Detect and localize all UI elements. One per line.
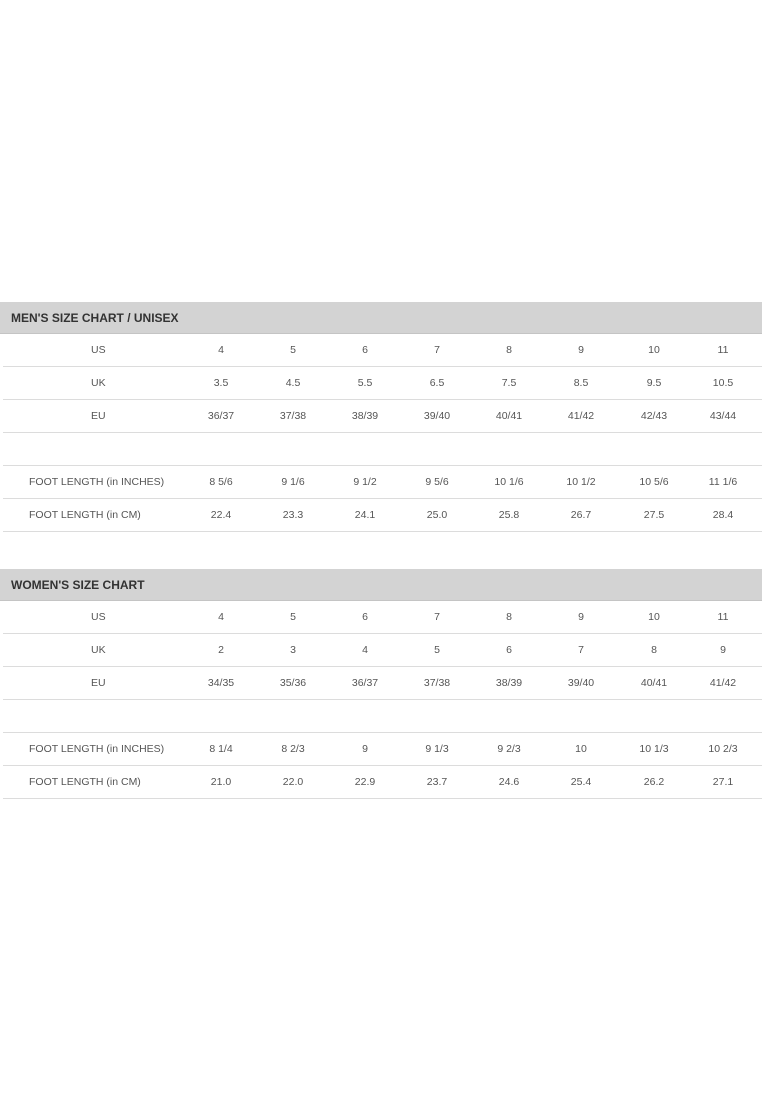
table-cell: 4.5 [285, 377, 301, 389]
table-cell: 27.1 [712, 776, 734, 788]
table-row [3, 766, 762, 799]
table-cell: 38/39 [495, 677, 523, 689]
table-cell: 36/37 [207, 410, 235, 422]
row-label: FOOT LENGTH (in CM) [29, 509, 141, 521]
table-cell: 8 5/6 [209, 476, 233, 488]
table-cell: 25.0 [426, 509, 448, 521]
table-cell: 5 [290, 611, 296, 623]
table-cell: 10 5/6 [639, 476, 669, 488]
table-cell: 40/41 [640, 677, 668, 689]
table-row [3, 733, 762, 766]
table-row [3, 367, 762, 400]
table-cell: 41/42 [709, 677, 737, 689]
mens-foot-rows [0, 466, 762, 532]
table-cell: 10 2/3 [708, 743, 738, 755]
table-cell: 8 2/3 [281, 743, 305, 755]
womens-foot-rows [0, 733, 762, 799]
table-cell: 22.9 [354, 776, 376, 788]
table-cell: 9 2/3 [497, 743, 521, 755]
table-cell: 10 [648, 344, 660, 356]
row-label: UK [91, 377, 106, 389]
table-cell: 21.0 [210, 776, 232, 788]
table-cell: 6 [506, 644, 512, 656]
mens-chart-title: MEN'S SIZE CHART / UNISEX [0, 302, 762, 334]
table-cell: 24.1 [354, 509, 376, 521]
table-row [3, 634, 762, 667]
table-cell: 3 [290, 644, 296, 656]
table-cell: 8 [506, 611, 512, 623]
row-label: EU [91, 677, 106, 689]
table-cell: 9 1/2 [353, 476, 377, 488]
row-label: US [91, 344, 106, 356]
table-row [3, 466, 762, 499]
table-cell: 9 [720, 644, 726, 656]
table-cell: 39/40 [567, 677, 595, 689]
table-cell: 9 5/6 [425, 476, 449, 488]
table-cell: 7.5 [501, 377, 517, 389]
table-cell: 35/36 [279, 677, 307, 689]
table-cell: 5 [434, 644, 440, 656]
table-cell: 7 [434, 611, 440, 623]
row-label: EU [91, 410, 106, 422]
mens-size-rows [0, 334, 762, 433]
womens-size-rows [0, 601, 762, 700]
table-cell: 2 [218, 644, 224, 656]
table-cell: 3.5 [213, 377, 229, 389]
table-cell: 23.3 [282, 509, 304, 521]
table-cell: 6 [362, 611, 368, 623]
table-cell: 41/42 [567, 410, 595, 422]
table-cell: 4 [218, 611, 224, 623]
spacer-row [3, 433, 762, 466]
table-cell: 7 [434, 344, 440, 356]
table-cell: 25.4 [570, 776, 592, 788]
table-cell: 11 1/6 [708, 476, 738, 488]
table-cell: 10 [648, 611, 660, 623]
mens-size-chart [0, 302, 762, 532]
table-cell: 6 [362, 344, 368, 356]
table-row [3, 601, 762, 634]
womens-chart-title: WOMEN'S SIZE CHART [0, 569, 762, 601]
table-cell: 43/44 [709, 410, 737, 422]
table-cell: 10 [575, 743, 587, 755]
table-cell: 6.5 [429, 377, 445, 389]
table-row [3, 499, 762, 532]
row-label: US [91, 611, 106, 623]
table-cell: 23.7 [426, 776, 448, 788]
table-cell: 9 1/3 [425, 743, 449, 755]
table-cell: 39/40 [423, 410, 451, 422]
table-cell: 8 [651, 644, 657, 656]
table-cell: 25.8 [498, 509, 520, 521]
table-cell: 4 [218, 344, 224, 356]
table-cell: 10.5 [712, 377, 734, 389]
table-cell: 9 [578, 344, 584, 356]
table-cell: 9.5 [646, 377, 662, 389]
table-cell: 38/39 [351, 410, 379, 422]
table-row [3, 334, 762, 367]
table-cell: 22.0 [282, 776, 304, 788]
row-label: FOOT LENGTH (in INCHES) [29, 743, 165, 755]
row-label: FOOT LENGTH (in CM) [29, 776, 141, 788]
spacer-row [3, 700, 762, 733]
table-cell: 8 1/4 [209, 743, 233, 755]
table-cell: 5.5 [357, 377, 373, 389]
womens-size-chart [0, 569, 762, 799]
table-cell: 4 [362, 644, 368, 656]
table-cell: 11 [717, 344, 729, 356]
table-cell: 9 1/6 [281, 476, 305, 488]
table-cell: 40/41 [495, 410, 523, 422]
table-cell: 34/35 [207, 677, 235, 689]
table-cell: 11 [717, 611, 729, 623]
table-cell: 22.4 [210, 509, 232, 521]
table-cell: 37/38 [279, 410, 307, 422]
table-cell: 26.7 [570, 509, 592, 521]
table-cell: 5 [290, 344, 296, 356]
table-cell: 9 [362, 743, 368, 755]
table-cell: 28.4 [712, 509, 734, 521]
table-cell: 7 [578, 644, 584, 656]
table-cell: 10 1/2 [566, 476, 596, 488]
table-cell: 26.2 [643, 776, 665, 788]
table-cell: 27.5 [643, 509, 665, 521]
row-label: FOOT LENGTH (in INCHES) [29, 476, 165, 488]
table-cell: 42/43 [640, 410, 668, 422]
table-cell: 9 [578, 611, 584, 623]
table-cell: 8.5 [573, 377, 589, 389]
table-row [3, 400, 762, 433]
row-label: UK [91, 644, 106, 656]
table-cell: 36/37 [351, 677, 379, 689]
table-row [3, 667, 762, 700]
table-cell: 37/38 [423, 677, 451, 689]
table-cell: 10 1/3 [639, 743, 669, 755]
table-cell: 10 1/6 [494, 476, 524, 488]
table-cell: 8 [506, 344, 512, 356]
table-cell: 24.6 [498, 776, 520, 788]
